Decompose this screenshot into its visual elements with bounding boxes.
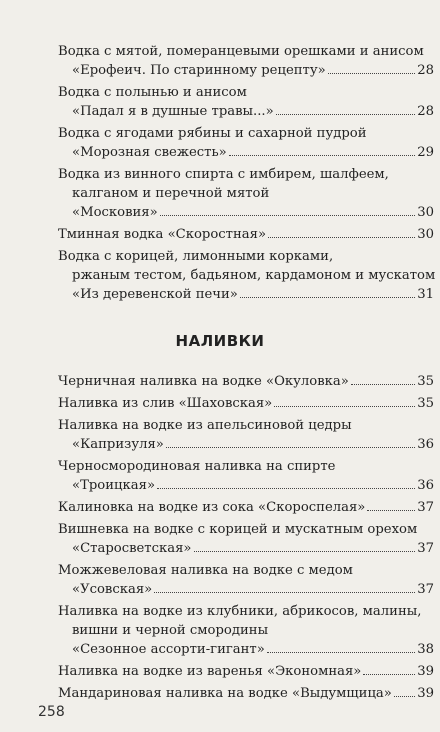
- toc-entry: [58, 602, 434, 659]
- toc-entry: [58, 561, 434, 599]
- toc-page-number: 35: [417, 374, 434, 389]
- dot-leader: [394, 696, 415, 697]
- toc-entry-line: калганом и перечной мятой: [72, 186, 270, 201]
- toc-entry: [58, 520, 434, 558]
- toc-entry-title: Тминная водка «Скоростная»: [58, 227, 267, 242]
- toc-entry: [58, 684, 434, 703]
- toc-page-number: 30: [417, 205, 434, 220]
- toc-entry-leader-line: [58, 394, 434, 413]
- toc-entry: [58, 662, 434, 681]
- toc-entry-leader-line: [58, 662, 434, 681]
- dot-leader: [268, 237, 415, 238]
- toc-entry-line: Вишневка на водке с корицей и мускатным орехом: [58, 522, 418, 537]
- toc-entry-title: «Старосветская»: [72, 541, 192, 556]
- toc-entry: [58, 372, 434, 391]
- toc-page-number: 39: [417, 664, 434, 679]
- toc-page-number: 37: [417, 541, 434, 556]
- toc-page-number: 36: [417, 478, 434, 493]
- toc-entry-leader-line: [58, 102, 434, 121]
- toc-entry-leader-line: [58, 203, 434, 222]
- toc-page-number: 36: [417, 437, 434, 452]
- dot-leader: [160, 215, 416, 216]
- toc-entry: [58, 416, 434, 454]
- dot-leader: [367, 510, 415, 511]
- toc-entry-leader-line: [58, 580, 434, 599]
- toc-entry-line: Можжевеловая наливка на водке с медом: [58, 563, 353, 578]
- toc-entry-title: «Сезонное ассорти-гигант»: [72, 642, 265, 657]
- toc-entry-leader-line: [58, 498, 434, 517]
- toc-entry: [58, 83, 434, 121]
- toc-entry-leader-line: [58, 225, 434, 244]
- toc-nalivki-list: [58, 372, 434, 706]
- toc-entry-title: Мандариновая наливка на водке «Выдумщица»: [58, 686, 392, 701]
- dot-leader: [157, 488, 415, 489]
- toc-entry-leader-line: [58, 372, 434, 391]
- toc-page-number: 31: [417, 287, 434, 302]
- dot-leader: [166, 447, 415, 448]
- dot-leader: [267, 652, 415, 653]
- toc-entry-leader-line: [58, 539, 434, 558]
- toc-entry-leader-line: [58, 143, 434, 162]
- toc-entry-line: вишни и черной смородины: [72, 623, 269, 638]
- dot-leader: [274, 406, 415, 407]
- toc-entry-leader-line: [58, 61, 434, 80]
- dot-leader: [328, 73, 416, 74]
- dot-leader: [229, 155, 415, 156]
- toc-entry-line: Водка с ягодами рябины и сахарной пудрой: [58, 126, 367, 141]
- toc-entry-title: «Усовская»: [72, 582, 153, 597]
- toc-entry: [58, 394, 434, 413]
- toc-entry-title: Наливка на водке из варенья «Экономная»: [58, 664, 362, 679]
- toc-entry-leader-line: [58, 684, 434, 703]
- toc-entry-title: «Троицкая»: [72, 478, 156, 493]
- toc-entry: [58, 247, 434, 304]
- toc-entry-title: «Капризуля»: [72, 437, 164, 452]
- toc-page-number: 28: [417, 104, 434, 119]
- toc-entry-line: Черносмородиновая наливка на спирте: [58, 459, 336, 474]
- toc-entry: [58, 124, 434, 162]
- toc-entry-leader-line: [58, 476, 434, 495]
- toc-page-number: 30: [417, 227, 434, 242]
- dot-leader: [240, 297, 415, 298]
- section-title: НАЛИВКИ: [175, 332, 265, 350]
- toc-entry: [58, 42, 434, 80]
- toc-vodka-list: [58, 42, 434, 307]
- toc-entry-title: Наливка из слив «Шаховская»: [58, 396, 273, 411]
- toc-entry-title: «Ерофеич. По старинному рецепту»: [72, 63, 326, 78]
- toc-entry: [58, 498, 434, 517]
- toc-page-number: 35: [417, 396, 434, 411]
- toc-entry-title: «Морозная свежесть»: [72, 145, 227, 160]
- toc-page-number: 39: [417, 686, 434, 701]
- toc-entry-line: Наливка на водке из клубники, абрикосов, малины,: [58, 604, 422, 619]
- toc-entry-leader-line: [58, 285, 434, 304]
- toc-entry-title: Черничная наливка на водке «Окуловка»: [58, 374, 349, 389]
- toc-entry-title: «Падал я в душные травы...»: [72, 104, 274, 119]
- dot-leader: [154, 592, 415, 593]
- toc-page-number: 28: [417, 63, 434, 78]
- toc-page-number: 37: [417, 582, 434, 597]
- toc-page-number: 38: [417, 642, 434, 657]
- toc-page-number: 29: [417, 145, 434, 160]
- toc-entry-title: «Из деревенской печи»: [72, 287, 238, 302]
- dot-leader: [363, 674, 415, 675]
- toc-entry: [58, 457, 434, 495]
- toc-entry-line: Водка из винного спирта с имбирем, шалфеем,: [58, 167, 389, 182]
- toc-entry: [58, 225, 434, 244]
- toc-entry-line: Водка с мятой, померанцевыми орешками и анисом: [58, 44, 424, 59]
- toc-entry-leader-line: [58, 435, 434, 454]
- toc-entry-line: Наливка на водке из апельсиновой цедры: [58, 418, 352, 433]
- toc-entry-title: «Московия»: [72, 205, 158, 220]
- dot-leader: [351, 384, 415, 385]
- page-number: 258: [38, 704, 65, 720]
- dot-leader: [194, 551, 416, 552]
- toc-page-number: 37: [417, 500, 434, 515]
- toc-entry-line: ржаным тестом, бадьяном, кардамоном и мускатом: [72, 268, 436, 283]
- toc-entry-line: Водка с полынью и анисом: [58, 85, 247, 100]
- toc-entry-line: Водка с корицей, лимонными корками,: [58, 249, 334, 264]
- dot-leader: [276, 114, 416, 115]
- toc-entry-leader-line: [58, 640, 434, 659]
- toc-entry-title: Калиновка на водке из сока «Скороспелая»: [58, 500, 366, 515]
- toc-entry: [58, 165, 434, 222]
